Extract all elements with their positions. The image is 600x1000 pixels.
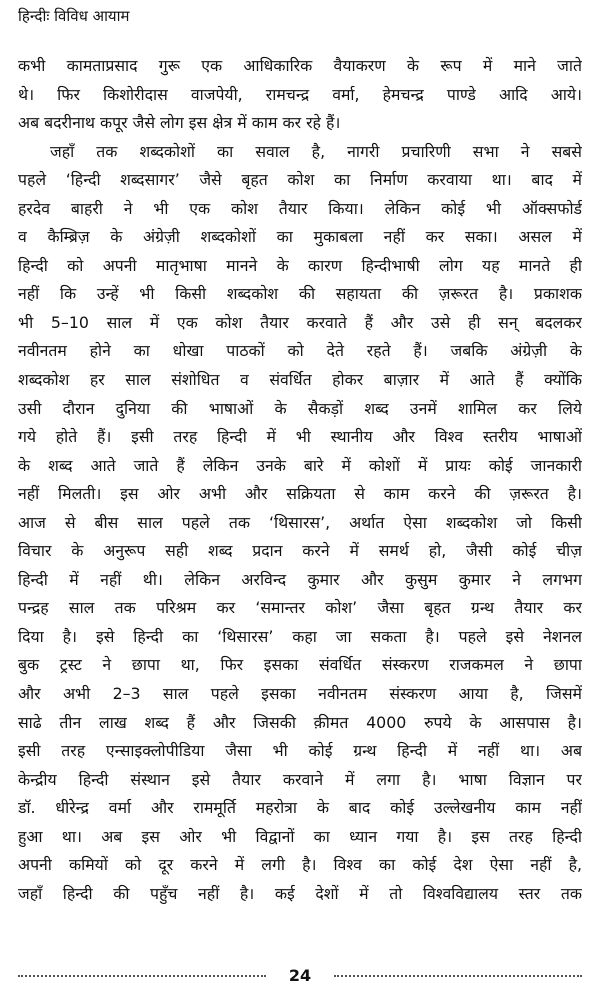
footer-rule-right (334, 975, 582, 977)
text-line: उसी दौरान दुनिया की भाषाओं के सैकड़ों शब्द उनमें शामिल कर लिये (18, 398, 582, 418)
header-title: हिन्दीः विविध आयाम (18, 7, 130, 25)
text-line: जहाँ तक शब्दकोशों का सवाल है, नागरी प्रचारिणी सभा ने सबसे (50, 141, 582, 161)
text-line: हुआ था। अब इस ओर भी विद्वानों का ध्यान गया है। इस तरह हिन्दी (18, 826, 582, 846)
text-line: पन्द्रह साल तक परिश्रम कर ‘समान्तर कोश’ जैसा बृहत ग्रन्थ तैयार कर (18, 598, 582, 618)
text-line: इसी तरह एन्साइक्लोपीडिया जैसा भी कोई ग्रन्थ हिन्दी में नहीं था। अब (18, 741, 582, 761)
running-header (18, 6, 582, 26)
text-line: केन्द्रीय हिन्दी संस्थान इसे तैयार करवाने में लगा है। भाषा विज्ञान पर (18, 769, 582, 789)
page-body (18, 52, 582, 908)
text-line: साढे तीन लाख शब्द हैं और जिसकी क़ीमत 4000 रुपये के आसपास है। (18, 712, 582, 732)
text-line: पहले ‘हिन्दी शब्दसागर’ जैसे बृहत कोश का निर्माण करवाया था। बाद में (18, 170, 582, 190)
text-line: जहाँ हिन्दी की पहुँच नहीं है। कई देशों में तो विश्वविद्यालय स्तर तक (18, 883, 582, 903)
text-line: नवीनतम होने का धोखा पाठकों को देते रहते हैं। जबकि अंग्रेज़ी के (18, 341, 582, 361)
text-line: हरदेव बाहरी ने भी एक कोश तैयार किया। लेकिन कोई भी ऑक्सफोर्ड (18, 198, 582, 218)
text-line: नहीं कि उन्हें भी किसी शब्दकोश की सहायता की ज़रूरत है। प्रकाशक (18, 284, 582, 304)
text-line: विचार के अनुरूप सही शब्द प्रदान करने में समर्थ हो, जैसी कोई चीज़ (18, 541, 582, 561)
text-line: और अभी 2–3 साल पहले इसका नवीनतम संस्करण आया है, जिसमें (18, 684, 582, 704)
text-line: शब्दकोश हर साल संशोधित व संवर्धित होकर बाज़ार में आते हैं क्योंकि (18, 370, 582, 390)
text-line: अब बदरीनाथ कपूर जैसे लोग इस क्षेत्र में काम कर रहे हैं। (18, 113, 341, 133)
text-line: थे। फिर किशोरीदास वाजपेयी, रामचन्द्र वर्मा, हेमचन्द्र पाण्डे आदि आये। (18, 84, 582, 104)
text-line: नहीं मिलती। इस ओर अभी और सक्रियता से काम करने की ज़रूरत है। (18, 484, 582, 504)
text-line: आज से बीस साल पहले तक ‘थिसारस’, अर्थात ऐसा शब्दकोश जो किसी (18, 512, 582, 532)
text-line: बुक ट्रस्ट ने छापा था, फिर इसका संवर्धित संस्करण राजकमल ने छापा (18, 655, 582, 675)
text-line: के शब्द आते जाते हैं लेकिन उनके बारे में कोशों में प्रायः कोई जानकारी (18, 455, 582, 475)
text-line: हिन्दी में नहीं थी। लेकिन अरविन्द कुमार और कुसुम कुमार ने लगभग (18, 569, 582, 589)
text-line: डॉ. धीरेन्द्र वर्मा और राममूर्ति महरोत्रा के बाद कोई उल्लेखनीय काम नहीं (18, 798, 582, 818)
text-line: कभी कामताप्रसाद गुरू एक आधिकारिक वैयाकरण के रूप में माने जाते (18, 56, 582, 75)
text-line: गये होते हैं। इसी तरह हिन्दी में भी स्थानीय और विश्व स्तरीय भाषाओं (18, 427, 582, 447)
page-number: 24 (288, 966, 312, 985)
text-line: व कैम्ब्रिज़ के अंग्रेज़ी शब्दकोशों का मुकाबला नहीं कर सका। असल में (18, 227, 582, 247)
text-line: दिया है। इसे हिन्दी का ‘थिसारस’ कहा जा सकता है। पहले इसे नेशनल (18, 626, 582, 646)
text-line: हिन्दी को अपनी मातृभाषा मानने के कारण हिन्दीभाषी लोग यह मानते ही (18, 255, 582, 275)
text-line: भी 5–10 साल में एक कोश तैयार करवाते हैं और उसे ही सन् बदलकर (18, 312, 582, 332)
text-line: अपनी कमियों को दूर करने में लगी है। विश्व का कोई देश ऐसा नहीं है, (18, 855, 582, 875)
page-footer (0, 964, 600, 988)
